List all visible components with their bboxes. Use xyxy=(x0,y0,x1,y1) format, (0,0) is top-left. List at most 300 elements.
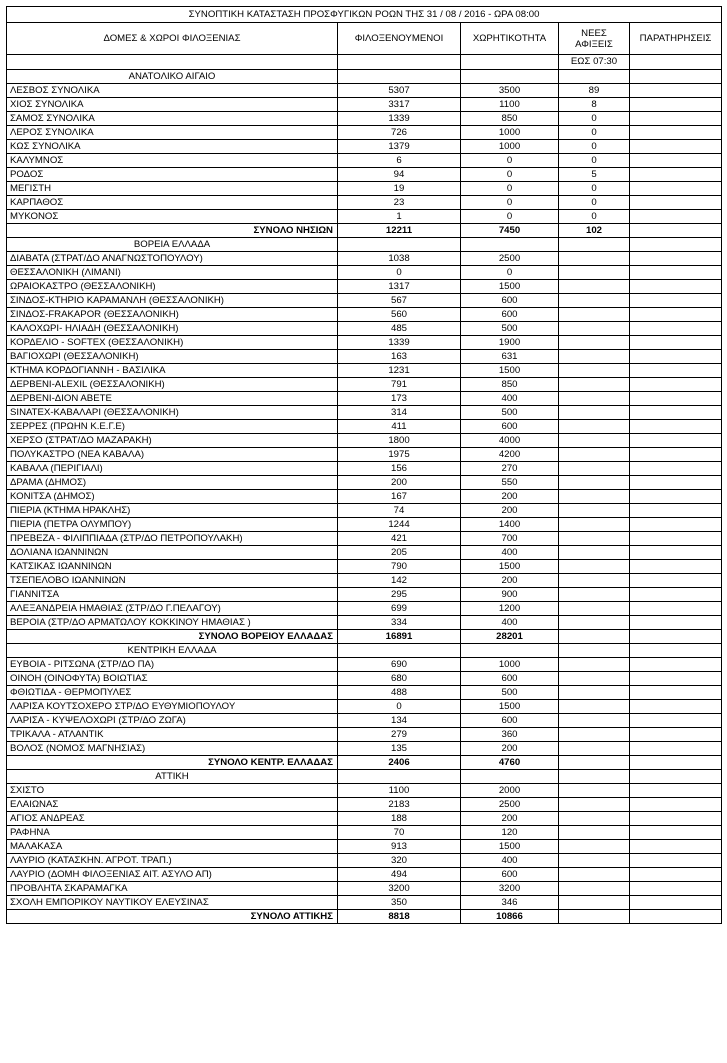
new-arrivals-count xyxy=(559,546,630,560)
capacity-count: 1000 xyxy=(461,126,559,140)
capacity-count: 1500 xyxy=(461,280,559,294)
capacity-count: 1500 xyxy=(461,700,559,714)
table-row xyxy=(7,574,722,588)
table-row xyxy=(7,378,722,392)
hosted-count: 200 xyxy=(338,476,461,490)
table-row xyxy=(7,448,722,462)
table-row xyxy=(7,84,722,98)
capacity-count: 200 xyxy=(461,812,559,826)
hosted-count: 1800 xyxy=(338,434,461,448)
hosted-count: 2183 xyxy=(338,798,461,812)
capacity-count: 120 xyxy=(461,826,559,840)
hosted-count: 295 xyxy=(338,588,461,602)
hosted-count: 94 xyxy=(338,168,461,182)
capacity-count: 600 xyxy=(461,420,559,434)
capacity-count: 400 xyxy=(461,392,559,406)
facility-name: ΔΟΛΙΑΝΑ ΙΩΑΝΝΙΝΩΝ xyxy=(7,546,338,560)
new-arrivals-count xyxy=(559,238,630,252)
notes-cell xyxy=(630,882,722,896)
notes-cell xyxy=(630,602,722,616)
hosted-count: 421 xyxy=(338,532,461,546)
header-capacity: ΧΩΡΗΤΙΚΟΤΗΤΑ xyxy=(461,23,559,55)
facility-name: ΦΘΙΩΤΙΔΑ - ΘΕΡΜΟΠΥΛΕΣ xyxy=(7,686,338,700)
new-arrivals-count xyxy=(559,798,630,812)
new-arrivals-count xyxy=(559,406,630,420)
new-arrivals-count xyxy=(559,378,630,392)
hosted-count: 135 xyxy=(338,742,461,756)
facility-name: ΣΧΟΛΗ ΕΜΠΟΡΙΚΟΥ ΝΑΥΤΙΚΟΥ ΕΛΕΥΣΙΝΑΣ xyxy=(7,896,338,910)
hosted-count: 913 xyxy=(338,840,461,854)
table-row xyxy=(7,364,722,378)
hosted-count: 680 xyxy=(338,672,461,686)
facility-name: ΜΑΛΑΚΑΣΑ xyxy=(7,840,338,854)
capacity-count: 200 xyxy=(461,490,559,504)
notes-cell xyxy=(630,560,722,574)
notes-cell xyxy=(630,854,722,868)
new-arrivals-count xyxy=(559,294,630,308)
facility-name: ΟΙΝΟΗ (ΟΙΝΟΦΥΤΑ) ΒΟΙΩΤΙΑΣ xyxy=(7,672,338,686)
hosted-count: 0 xyxy=(338,700,461,714)
total-label: ΣΥΝΟΛΟ ΒΟΡΕΙΟΥ ΕΛΛΑΔΑΣ xyxy=(7,630,338,644)
new-arrivals-count xyxy=(559,308,630,322)
hosted-count: 23 xyxy=(338,196,461,210)
notes-cell xyxy=(630,532,722,546)
capacity-count: 200 xyxy=(461,742,559,756)
hosted-count: 74 xyxy=(338,504,461,518)
facility-name: ΠΡΕΒΕΖΑ - ΦΙΛΙΠΠΙΑΔΑ (ΣΤΡ/ΔΟ ΠΕΤΡΟΠΟΥΛΑΚΗ) xyxy=(7,532,338,546)
hosted-count: 1100 xyxy=(338,784,461,798)
table-row xyxy=(7,532,722,546)
hosted-count xyxy=(338,770,461,784)
new-arrivals-count xyxy=(559,518,630,532)
capacity-count: 700 xyxy=(461,532,559,546)
facility-name: ΕΛΑΙΩΝΑΣ xyxy=(7,798,338,812)
facility-name: ΜΥΚΟΝΟΣ xyxy=(7,210,338,224)
section-header-row xyxy=(7,770,722,784)
facility-name: ΚΩΣ ΣΥΝΟΛΙΚΑ xyxy=(7,140,338,154)
section-header-row xyxy=(7,70,722,84)
notes-cell xyxy=(630,350,722,364)
facility-name: ΛΑΥΡΙΟ (ΚΑΤΑΣΚΗΝ. ΑΓΡΟΤ. ΤΡΑΠ.) xyxy=(7,854,338,868)
hosted-count: 19 xyxy=(338,182,461,196)
hosted-count: 205 xyxy=(338,546,461,560)
hosted-count: 1038 xyxy=(338,252,461,266)
hosted-count: 791 xyxy=(338,378,461,392)
table-row xyxy=(7,700,722,714)
new-arrivals-count xyxy=(559,868,630,882)
notes-cell xyxy=(630,658,722,672)
table-row xyxy=(7,812,722,826)
hosted-count: 790 xyxy=(338,560,461,574)
capacity-count: 600 xyxy=(461,294,559,308)
hosted-count: 12211 xyxy=(338,224,461,238)
notes-cell xyxy=(630,462,722,476)
new-arrivals-count xyxy=(559,784,630,798)
hosted-count: 494 xyxy=(338,868,461,882)
header-hosted: ΦΙΛΟΞΕΝΟΥΜΕΝΟΙ xyxy=(338,23,461,55)
facility-name: ΠΟΛΥΚΑΣΤΡΟ (ΝΕΑ ΚΑΒΑΛΑ) xyxy=(7,448,338,462)
new-arrivals-count: 8 xyxy=(559,98,630,112)
new-arrivals-count xyxy=(559,742,630,756)
table-row xyxy=(7,560,722,574)
facility-name: ΤΡΙΚΑΛΑ - ΑΤΛΑΝΤΙΚ xyxy=(7,728,338,742)
capacity-count: 346 xyxy=(461,896,559,910)
capacity-count: 1400 xyxy=(461,518,559,532)
new-arrivals-count xyxy=(559,882,630,896)
table-row xyxy=(7,406,722,420)
new-arrivals-count xyxy=(559,560,630,574)
table-row xyxy=(7,434,722,448)
table-title: ΣΥΝΟΠΤΙΚΗ ΚΑΤΑΣΤΑΣΗ ΠΡΟΣΦΥΓΙΚΩΝ ΡΟΩΝ ΤΗΣ 31 / 08 / 2016 - ΩΡΑ 08:00 xyxy=(7,7,722,23)
new-arrivals-count xyxy=(559,714,630,728)
facility-name: ΧΙΟΣ ΣΥΝΟΛΙΚΑ xyxy=(7,98,338,112)
capacity-count: 0 xyxy=(461,196,559,210)
facility-name: ΠΙΕΡΙΑ (ΠΕΤΡΑ ΟΛΥΜΠΟΥ) xyxy=(7,518,338,532)
notes-cell xyxy=(630,406,722,420)
facility-name: SINATEX-ΚΑΒΑΛΑΡΙ (ΘΕΣΣΑΛΟΝΙΚΗ) xyxy=(7,406,338,420)
notes-cell xyxy=(630,756,722,770)
new-arrivals-count xyxy=(559,462,630,476)
new-arrivals-count xyxy=(559,252,630,266)
new-arrivals-count xyxy=(559,70,630,84)
capacity-count: 600 xyxy=(461,672,559,686)
table-row xyxy=(7,154,722,168)
facility-name: ΣΙΝΔΟΣ-FRAKAPOR (ΘΕΣΣΑΛΟΝΙΚΗ) xyxy=(7,308,338,322)
capacity-count: 850 xyxy=(461,112,559,126)
table-row xyxy=(7,784,722,798)
capacity-count: 28201 xyxy=(461,630,559,644)
facility-name: ΡΟΔΟΣ xyxy=(7,168,338,182)
notes-cell xyxy=(630,476,722,490)
facility-name: ΚΑΒΑΛΑ (ΠΕΡΙΓΙΑΛΙ) xyxy=(7,462,338,476)
table-row xyxy=(7,896,722,910)
total-label: ΣΥΝΟΛΟ ΑΤΤΙΚΗΣ xyxy=(7,910,338,924)
section-title: ΑΝΑΤΟΛΙΚΟ ΑΙΓΑΙΟ xyxy=(7,70,338,84)
table-row xyxy=(7,210,722,224)
hosted-count: 726 xyxy=(338,126,461,140)
notes-cell xyxy=(630,588,722,602)
section-title: ΚΕΝΤΡΙΚΗ ΕΛΛΑΔΑ xyxy=(7,644,338,658)
hosted-count xyxy=(338,238,461,252)
capacity-count: 900 xyxy=(461,588,559,602)
table-row xyxy=(7,266,722,280)
section-header-row xyxy=(7,644,722,658)
notes-cell xyxy=(630,896,722,910)
capacity-count: 400 xyxy=(461,854,559,868)
notes-cell xyxy=(630,336,722,350)
table-title-row xyxy=(7,7,722,23)
capacity-count xyxy=(461,238,559,252)
capacity-count xyxy=(461,644,559,658)
new-arrivals-count xyxy=(559,434,630,448)
new-arrivals-count xyxy=(559,602,630,616)
capacity-count: 600 xyxy=(461,714,559,728)
refugee-flows-table xyxy=(6,6,722,924)
capacity-count: 0 xyxy=(461,168,559,182)
capacity-count: 200 xyxy=(461,504,559,518)
capacity-count: 1100 xyxy=(461,98,559,112)
new-arrivals-count: 0 xyxy=(559,210,630,224)
capacity-count: 2500 xyxy=(461,252,559,266)
header-subrow xyxy=(7,55,722,70)
new-arrivals-count xyxy=(559,826,630,840)
table-row xyxy=(7,322,722,336)
capacity-count: 3200 xyxy=(461,882,559,896)
notes-cell xyxy=(630,364,722,378)
facility-name: ΚΑΛΟΧΩΡΙ- ΗΛΙΑΔΗ (ΘΕΣΣΑΛΟΝΙΚΗ) xyxy=(7,322,338,336)
table-row xyxy=(7,798,722,812)
table-row xyxy=(7,840,722,854)
new-arrivals-count xyxy=(559,658,630,672)
section-title: ΑΤΤΙΚΗ xyxy=(7,770,338,784)
notes-cell xyxy=(630,490,722,504)
new-arrivals-count xyxy=(559,420,630,434)
capacity-count: 1900 xyxy=(461,336,559,350)
notes-cell xyxy=(630,252,722,266)
facility-name: ΣΑΜΟΣ ΣΥΝΟΛΙΚΑ xyxy=(7,112,338,126)
new-arrivals-count xyxy=(559,896,630,910)
capacity-count: 0 xyxy=(461,210,559,224)
new-arrivals-count: 5 xyxy=(559,168,630,182)
capacity-count: 600 xyxy=(461,868,559,882)
new-arrivals-count: 0 xyxy=(559,126,630,140)
capacity-count: 4000 xyxy=(461,434,559,448)
notes-cell xyxy=(630,308,722,322)
table-row xyxy=(7,658,722,672)
notes-cell xyxy=(630,168,722,182)
new-arrivals-count xyxy=(559,770,630,784)
new-arrivals-count xyxy=(559,672,630,686)
capacity-count: 500 xyxy=(461,322,559,336)
notes-cell xyxy=(630,546,722,560)
notes-cell xyxy=(630,378,722,392)
notes-cell xyxy=(630,140,722,154)
subheader-empty xyxy=(338,55,461,70)
facility-name: ΣΙΝΔΟΣ-ΚΤΗΡΙΟ ΚΑΡΑΜΑΝΛΗ (ΘΕΣΣΑΛΟΝΙΚΗ) xyxy=(7,294,338,308)
new-arrivals-count xyxy=(559,490,630,504)
notes-cell xyxy=(630,322,722,336)
capacity-count: 1000 xyxy=(461,140,559,154)
table-row xyxy=(7,420,722,434)
notes-cell xyxy=(630,112,722,126)
new-arrivals-count xyxy=(559,504,630,518)
notes-cell xyxy=(630,672,722,686)
hosted-count: 488 xyxy=(338,686,461,700)
hosted-count: 1339 xyxy=(338,112,461,126)
new-arrivals-count xyxy=(559,812,630,826)
table-row xyxy=(7,350,722,364)
capacity-count xyxy=(461,770,559,784)
table-row xyxy=(7,672,722,686)
hosted-count: 173 xyxy=(338,392,461,406)
section-header-row xyxy=(7,238,722,252)
new-arrivals-count xyxy=(559,840,630,854)
facility-name: ΩΡΑΙΟΚΑΣΤΡΟ (ΘΕΣΣΑΛΟΝΙΚΗ) xyxy=(7,280,338,294)
new-arrivals-count xyxy=(559,588,630,602)
hosted-count: 16891 xyxy=(338,630,461,644)
notes-cell xyxy=(630,84,722,98)
notes-cell xyxy=(630,826,722,840)
facility-name: ΛΑΥΡΙΟ (ΔΟΜΗ ΦΙΛΟΞΕΝΙΑΣ ΑΙΤ. ΑΣΥΛΟ ΑΠ) xyxy=(7,868,338,882)
new-arrivals-count xyxy=(559,350,630,364)
table-row xyxy=(7,602,722,616)
new-arrivals-count xyxy=(559,476,630,490)
notes-cell xyxy=(630,770,722,784)
header-row xyxy=(7,23,722,55)
header-structures: ΔΟΜΕΣ & ΧΩΡΟΙ ΦΙΛΟΞΕΝΙΑΣ xyxy=(7,23,338,55)
notes-cell xyxy=(630,630,722,644)
new-arrivals-count xyxy=(559,266,630,280)
total-row xyxy=(7,224,722,238)
facility-name: ΚΑΤΣΙΚΑΣ ΙΩΑΝΝΙΝΩΝ xyxy=(7,560,338,574)
hosted-count: 279 xyxy=(338,728,461,742)
facility-name: ΚΟΝΙΤΣΑ (ΔΗΜΟΣ) xyxy=(7,490,338,504)
hosted-count: 699 xyxy=(338,602,461,616)
notes-cell xyxy=(630,798,722,812)
table-row xyxy=(7,140,722,154)
notes-cell xyxy=(630,742,722,756)
notes-cell xyxy=(630,504,722,518)
capacity-count: 500 xyxy=(461,686,559,700)
table-body xyxy=(7,70,722,924)
table-row xyxy=(7,714,722,728)
facility-name: ΡΑΦΗΝΑ xyxy=(7,826,338,840)
facility-name: ΣΕΡΡΕΣ (ΠΡΩΗΝ Κ.Ε.Γ.Ε) xyxy=(7,420,338,434)
hosted-count: 167 xyxy=(338,490,461,504)
hosted-count: 1244 xyxy=(338,518,461,532)
facility-name: ΚΤΗΜΑ ΚΟΡΔΟΓΙΑΝΝΗ - ΒΑΣΙΛΙΚΑ xyxy=(7,364,338,378)
notes-cell xyxy=(630,518,722,532)
capacity-count: 550 xyxy=(461,476,559,490)
notes-cell xyxy=(630,238,722,252)
facility-name: ΛΑΡΙΣΑ ΚΟΥΤΣΟΧΕΡΟ ΣΤΡ/ΔΟ ΕΥΘΥΜΙΟΠΟΥΛΟΥ xyxy=(7,700,338,714)
facility-name: ΛΕΣΒΟΣ ΣΥΝΟΛΙΚΑ xyxy=(7,84,338,98)
new-arrivals-count xyxy=(559,448,630,462)
capacity-count: 500 xyxy=(461,406,559,420)
capacity-count: 200 xyxy=(461,574,559,588)
capacity-count: 1000 xyxy=(461,658,559,672)
notes-cell xyxy=(630,224,722,238)
hosted-count: 1339 xyxy=(338,336,461,350)
facility-name: ΚΑΛΥΜΝΟΣ xyxy=(7,154,338,168)
hosted-count: 163 xyxy=(338,350,461,364)
new-arrivals-count xyxy=(559,364,630,378)
table-row xyxy=(7,504,722,518)
new-arrivals-count xyxy=(559,630,630,644)
notes-cell xyxy=(630,574,722,588)
new-arrivals-count xyxy=(559,686,630,700)
total-row xyxy=(7,756,722,770)
facility-name: ΛΑΡΙΣΑ - ΚΥΨΕΛΟΧΩΡΙ (ΣΤΡ/ΔΟ ΖΩΓΑ) xyxy=(7,714,338,728)
new-arrivals-count: 102 xyxy=(559,224,630,238)
facility-name: ΔΕΡΒΕΝΙ-ALEXIL (ΘΕΣΣΑΛΟΝΙΚΗ) xyxy=(7,378,338,392)
facility-name: ΑΓΙΟΣ ΑΝΔΡΕΑΣ xyxy=(7,812,338,826)
facility-name: ΘΕΣΣΑΛΟΝΙΚΗ (ΛΙΜΑΝΙ) xyxy=(7,266,338,280)
capacity-count xyxy=(461,70,559,84)
table-row xyxy=(7,252,722,266)
hosted-count: 560 xyxy=(338,308,461,322)
capacity-count: 1500 xyxy=(461,364,559,378)
facility-name: ΠΙΕΡΙΑ (ΚΤΗΜΑ ΗΡΑΚΛΗΣ) xyxy=(7,504,338,518)
capacity-count: 2000 xyxy=(461,784,559,798)
notes-cell xyxy=(630,392,722,406)
header-notes: ΠΑΡΑΤΗΡΗΣΕΙΣ xyxy=(630,23,722,55)
hosted-count: 411 xyxy=(338,420,461,434)
notes-cell xyxy=(630,182,722,196)
hosted-count: 6 xyxy=(338,154,461,168)
notes-cell xyxy=(630,644,722,658)
notes-cell xyxy=(630,434,722,448)
hosted-count: 3200 xyxy=(338,882,461,896)
capacity-count: 10866 xyxy=(461,910,559,924)
new-arrivals-count xyxy=(559,322,630,336)
hosted-count: 350 xyxy=(338,896,461,910)
new-arrivals-count xyxy=(559,280,630,294)
table-row xyxy=(7,826,722,840)
notes-cell xyxy=(630,98,722,112)
hosted-count: 1975 xyxy=(338,448,461,462)
table-row xyxy=(7,98,722,112)
capacity-count: 600 xyxy=(461,308,559,322)
section-title: ΒΟΡΕΙΑ ΕΛΛΑΔΑ xyxy=(7,238,338,252)
capacity-count: 400 xyxy=(461,616,559,630)
facility-name: ΚΑΡΠΑΘΟΣ xyxy=(7,196,338,210)
new-arrivals-count xyxy=(559,532,630,546)
table-row xyxy=(7,518,722,532)
facility-name: ΒΕΡΟΙΑ (ΣΤΡ/ΔΟ ΑΡΜΑΤΩΛΟΥ ΚΟΚΚΙΝΟΥ ΗΜΑΘΙΑΣ ) xyxy=(7,616,338,630)
table-row xyxy=(7,868,722,882)
hosted-count: 8818 xyxy=(338,910,461,924)
hosted-count: 142 xyxy=(338,574,461,588)
new-arrivals-count xyxy=(559,756,630,770)
hosted-count: 485 xyxy=(338,322,461,336)
new-arrivals-count xyxy=(559,616,630,630)
notes-cell xyxy=(630,812,722,826)
new-arrivals-count xyxy=(559,728,630,742)
hosted-count xyxy=(338,644,461,658)
capacity-count: 400 xyxy=(461,546,559,560)
subheader-empty xyxy=(630,55,722,70)
total-row xyxy=(7,630,722,644)
new-arrivals-count: 0 xyxy=(559,112,630,126)
notes-cell xyxy=(630,714,722,728)
new-arrivals-count xyxy=(559,574,630,588)
facility-name: ΜΕΓΙΣΤΗ xyxy=(7,182,338,196)
facility-name: ΧΕΡΣΟ (ΣΤΡΑΤ/ΔΟ ΜΑΖΑΡΑΚΗ) xyxy=(7,434,338,448)
new-arrivals-count: 0 xyxy=(559,196,630,210)
table-row xyxy=(7,126,722,140)
facility-name: ΑΛΕΞΑΝΔΡΕΙΑ ΗΜΑΘΙΑΣ (ΣΤΡ/ΔΟ Γ.ΠΕΛΑΓΟΥ) xyxy=(7,602,338,616)
table-row xyxy=(7,616,722,630)
notes-cell xyxy=(630,154,722,168)
capacity-count: 850 xyxy=(461,378,559,392)
capacity-count: 4760 xyxy=(461,756,559,770)
new-arrivals-count: 0 xyxy=(559,140,630,154)
capacity-count: 1500 xyxy=(461,560,559,574)
table-row xyxy=(7,168,722,182)
total-row xyxy=(7,910,722,924)
subheader-empty xyxy=(461,55,559,70)
table-row xyxy=(7,336,722,350)
notes-cell xyxy=(630,448,722,462)
header-arrivals-until: ΕΩΣ 07:30 xyxy=(559,55,630,70)
hosted-count: 5307 xyxy=(338,84,461,98)
notes-cell xyxy=(630,196,722,210)
notes-cell xyxy=(630,686,722,700)
capacity-count: 0 xyxy=(461,266,559,280)
capacity-count: 7450 xyxy=(461,224,559,238)
total-label: ΣΥΝΟΛΟ ΝΗΣΙΩΝ xyxy=(7,224,338,238)
